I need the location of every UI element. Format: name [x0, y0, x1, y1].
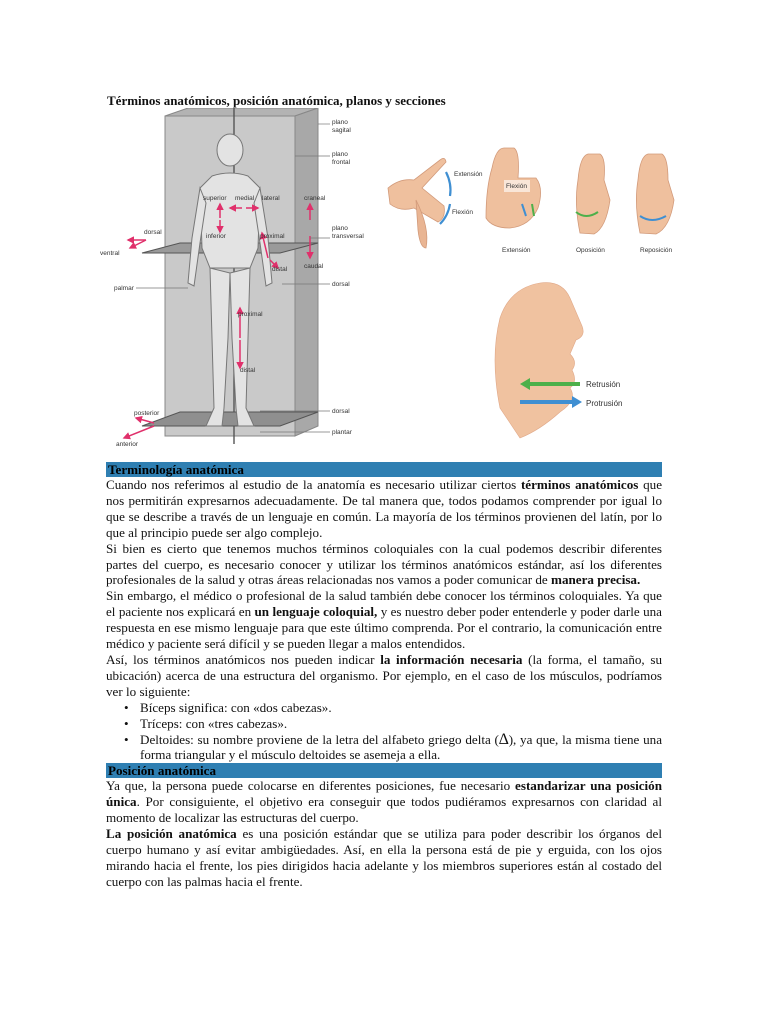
label-oposicion: Oposición [576, 247, 605, 254]
bold-text: términos anatómicos [520, 477, 639, 492]
document-title: Términos anatómicos, posición anatómica, planos y secciones [107, 93, 446, 108]
label-lateral: lateral [262, 195, 280, 202]
paragraph-terminologia-2 [106, 541, 662, 589]
delta-symbol: ∆ [498, 730, 509, 748]
paragraph-terminologia-4 [106, 652, 662, 700]
text-run: (la forma, el tamaño, su ubicación) acerca de una estructura del organismo. Por ejemplo, en el caso de los músculos, podríamos ver lo siguiente: [106, 651, 662, 699]
bold-text: un lenguaje coloquial, [254, 604, 378, 620]
hand-reposition [636, 154, 674, 234]
label-flexion-1: Flexión [452, 209, 473, 216]
text-run: Sin embargo, el médico o profesional de la salud también debe conocer los términos coloquiales. Ya que el paciente nos explicará en [106, 588, 662, 620]
text-run: Si bien es cierto que tenemos muchos términos coloquiales con la cual podemos describir diferentes partes del cuerpo, es necesario conocer y utilizar los términos anatómicos estándar, así los diferentes profesionales de la salud y otras áreas relacionadas nos vamos a poder comunicar de [106, 540, 662, 588]
paragraph-terminologia-3 [106, 588, 662, 652]
arrow-protrusion-head [572, 396, 582, 408]
label-retrusion: Retrusión [586, 380, 621, 389]
muscle-examples-list [106, 700, 662, 764]
text-run: Así, los términos anatómicos nos pueden indicar [106, 651, 381, 667]
bold-text: manera precisa. [551, 572, 641, 588]
label-medial: medial [235, 195, 255, 202]
label-palmar: palmar [114, 285, 134, 292]
label-proximal-arm: proximal [260, 233, 285, 240]
hand-opposition [576, 154, 610, 234]
section-heading-posicion: Posición anatómica [106, 763, 662, 778]
face-skin [495, 283, 583, 438]
face-profile [495, 283, 622, 438]
text-run: es una posición estándar que se utiliza para poder describir los órganos del cuerpo humano y así evitar ambigüedades. Así, en ella la persona está de pie y erguida, con los ojos mirando hacia el frente, los pies dirigidos hacia adelante y los miembros superiores están al costado del cuerpo con las palmas hacia el frente. [106, 826, 662, 889]
label-craneal: craneal [304, 195, 326, 202]
label-plano-frontal-2: frontal [332, 159, 351, 166]
label-ventral: ventral [100, 250, 120, 257]
paragraph-posicion-1 [106, 778, 662, 826]
label-reposicion: Reposición [640, 247, 673, 254]
bold-text: estandarizar una posición única [106, 778, 662, 810]
label-protrusion: Protrusión [586, 399, 623, 408]
torso [200, 173, 260, 268]
document-body [106, 462, 662, 890]
label-inferior: inferior [206, 233, 226, 240]
label-proximal-leg: proximal [238, 311, 263, 318]
anatomy-figure [100, 108, 700, 458]
text-run: ), ya que, la misma tiene una forma triangular y el músculo deltoides se asemeja a ella. [140, 731, 663, 763]
arc-arrow-extension [446, 172, 451, 196]
label-plantar: plantar [332, 429, 352, 436]
label-plano-sagital-2: sagital [332, 127, 351, 134]
label-posterior: posterior [134, 410, 160, 417]
arrow-ventral [130, 240, 146, 248]
label-dorsal-foot: dorsal [332, 408, 350, 415]
plane-sagital [165, 108, 318, 116]
bold-text: La posición anatómica [106, 826, 237, 842]
label-plano-sagital-1: plano [332, 119, 348, 126]
label-flexion-2: Flexión [506, 183, 527, 190]
text-run: que nos permitirán expresarnos adecuadamente. De tal manera que, todos podamos comprender por igual lo que se describe a través de un lenguaje en común. La mayoría de los términos provienen del latín, por lo que al principio puede ser algo complejo. [106, 477, 662, 540]
label-distal-leg: distal [240, 367, 256, 374]
paragraph-terminologia-1 [106, 477, 662, 541]
arrow-anterior [124, 426, 154, 438]
plane-side [295, 108, 318, 436]
label-extension-1: Extensión [454, 171, 483, 178]
label-plano-transversal-2: transversal [332, 233, 364, 240]
label-plano-frontal-1: plano [332, 151, 348, 158]
label-extension-2: Extensión [502, 247, 531, 254]
text-run: Ya que, la persona puede colocarse en diferentes posiciones, fue necesario [106, 778, 516, 794]
hands-illustration [388, 148, 674, 254]
list-item-deltoides [140, 732, 662, 764]
text-run: Cuando nos referimos al estudio de la anatomía es necesario utilizar ciertos [106, 477, 521, 492]
arrow-posterior [136, 418, 154, 423]
text-run: . Por consiguiente, el objetivo era conseguir que todos pudiéramos expresarnos con claridad al momento de localizar las estructuras del cuerpo. [106, 794, 662, 826]
label-superior: superior [203, 195, 227, 202]
list-item-triceps: • Tríceps: con «tres cabezas». [140, 716, 662, 732]
label-dorsal-left: dorsal [144, 229, 162, 236]
head [217, 134, 243, 166]
section-heading-terminologia: Terminología anatómica [106, 462, 662, 477]
paragraph-posicion-2 [106, 826, 662, 890]
label-anterior: anterior [116, 441, 139, 448]
label-caudal: caudal [304, 263, 324, 270]
bold-text: la información necesaria [380, 651, 523, 667]
text-run: Deltoides: su nombre proviene de la letra del alfabeto griego delta ( [140, 731, 499, 747]
list-item-biceps: • Bíceps significa: con «dos cabezas». [140, 700, 662, 716]
label-plano-transversal-1: plano [332, 225, 348, 232]
label-dorsal-hand: dorsal [332, 281, 350, 288]
label-distal-arm: distal [272, 266, 288, 273]
body-planes-diagram [100, 108, 364, 448]
text-run: y es nuestro deber poder entenderle y poder darle una respuesta en ese mismo lenguaje para que este último comprenda. Por el contrario, la comunicación entre médico y paciente será difícil y se pueden llegar a malos entendidos. [106, 604, 662, 652]
